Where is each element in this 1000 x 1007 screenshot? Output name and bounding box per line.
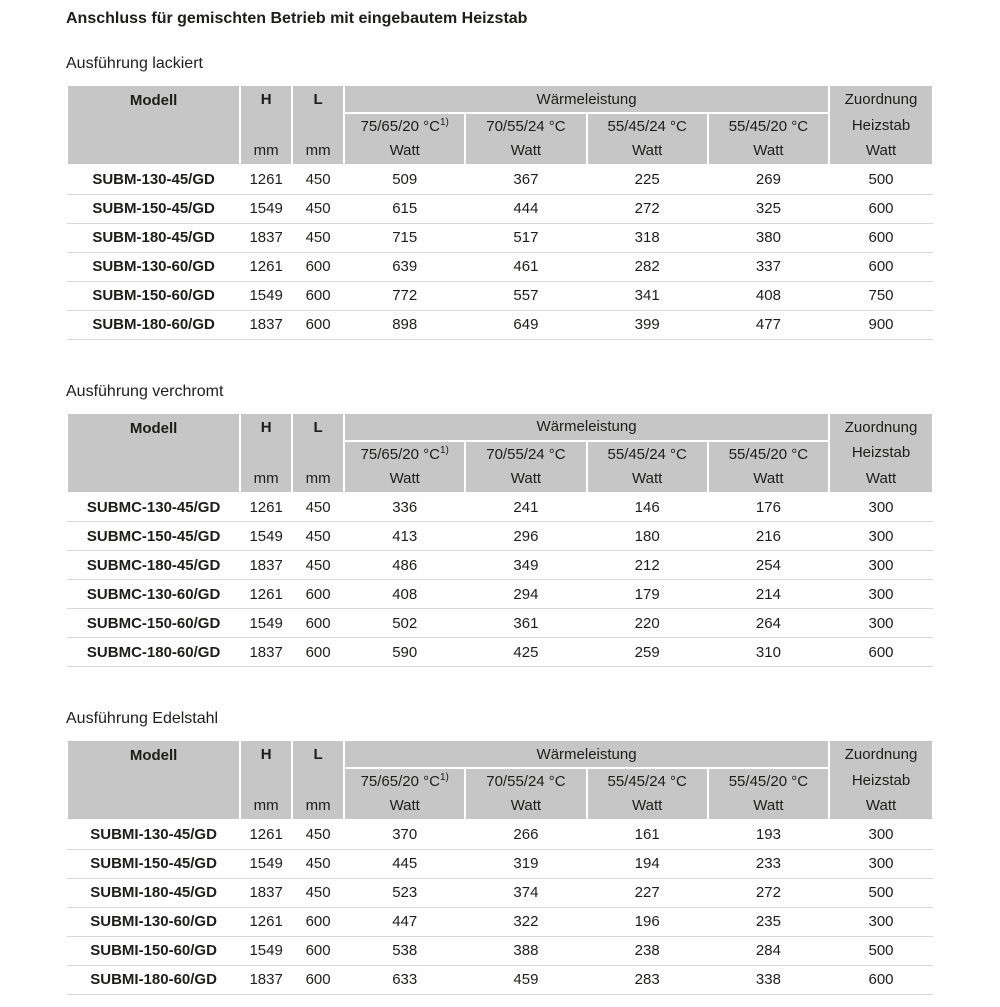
value-cell: 235 [708,907,829,936]
model-cell: SUBMC-180-60/GD [67,638,240,667]
header-l-unit: mm [305,797,331,814]
value-cell: 300 [829,493,933,522]
value-cell: 193 [708,820,829,849]
value-cell: 336 [344,493,465,522]
temp-unit: Watt [753,469,784,487]
table-row [67,580,933,609]
value-cell: 408 [344,580,465,609]
value-cell: 445 [344,849,465,878]
value-cell: 300 [829,907,933,936]
header-temp-75-65-20 [344,113,465,165]
value-cell: 227 [587,878,708,907]
header-l-label: L [313,418,323,436]
model-cell: SUBM-180-60/GD [67,310,240,339]
section-title-lackiert: Ausführung lackiert [66,55,203,72]
table-header [67,85,933,165]
header-temp-70-55-24 [465,441,586,493]
model-cell: SUBM-150-45/GD [67,194,240,223]
value-cell: 1549 [240,522,292,551]
value-cell: 639 [344,252,465,281]
temp-label: 55/45/24 °C [607,118,687,135]
model-cell: SUBM-150-60/GD [67,281,240,310]
header-temp-55-45-20 [708,441,829,493]
value-cell: 1837 [240,965,292,994]
value-cell: 374 [465,878,586,907]
temp-label: 55/45/20 °C [728,773,809,790]
value-cell: 300 [829,551,933,580]
model-cell: SUBMC-150-45/GD [67,522,240,551]
value-cell: 557 [465,281,586,310]
value-cell: 310 [708,638,829,667]
header-l-label: L [313,746,323,763]
value-cell: 1261 [240,493,292,522]
value-cell: 300 [829,522,933,551]
value-cell: 450 [292,878,344,907]
header-zuordnung [829,85,933,165]
header-zuordnung [829,413,933,493]
temp-label: 75/65/20 °C [360,118,440,135]
temp-unit: Watt [632,142,663,159]
table-row [67,252,933,281]
value-cell: 500 [829,936,933,965]
footnote-marker: 1) [439,117,449,128]
table-row [67,609,933,638]
header-temp-75-65-20 [344,441,465,493]
value-cell: 425 [465,638,586,667]
table-body [67,165,933,339]
value-cell: 600 [829,223,933,252]
header-modell: Modell [67,85,240,165]
section-title-verchromt: Ausführung verchromt [66,382,224,400]
value-cell: 1261 [240,820,292,849]
value-cell: 1837 [240,310,292,339]
header-temp-55-45-20 [708,768,829,820]
value-cell: 413 [344,522,465,551]
value-cell: 318 [587,223,708,252]
section-verchromt [66,383,934,668]
value-cell: 1261 [240,165,292,194]
value-cell: 1837 [240,638,292,667]
table-row [67,281,933,310]
table-row [67,849,933,878]
table-row [67,965,933,994]
temp-unit: Watt [389,469,420,487]
value-cell: 486 [344,551,465,580]
page-title: Anschluss für gemischten Betrieb mit eingebautem Heizstab [66,10,528,27]
temp-label: 75/65/20 °C [360,773,440,790]
value-cell: 590 [344,638,465,667]
value-cell: 600 [292,936,344,965]
temp-unit: Watt [632,797,663,814]
header-zuordnung-line2: Heizstab [851,771,911,789]
value-cell: 367 [465,165,586,194]
value-cell: 450 [292,165,344,194]
spec-table-lackiert [66,84,934,340]
temp-label: 75/65/20 °C [360,445,440,463]
section-edelstahl [66,710,934,995]
header-temp-70-55-24 [465,768,586,820]
header-h [240,413,292,493]
table-row [67,165,933,194]
header-temp-55-45-20 [708,113,829,165]
value-cell: 898 [344,310,465,339]
temp-label: 55/45/20 °C [728,445,809,463]
value-cell: 600 [292,609,344,638]
value-cell: 266 [465,820,586,849]
header-zuordnung [829,740,933,820]
value-cell: 600 [292,310,344,339]
temp-label: 55/45/24 °C [607,773,687,790]
table-header [67,413,933,493]
value-cell: 477 [708,310,829,339]
temp-label: 70/55/24 °C [486,773,566,790]
spec-table-verchromt [66,412,934,668]
value-cell: 1837 [240,551,292,580]
header-zuordnung-line3: Watt [865,797,897,814]
model-cell: SUBM-130-60/GD [67,252,240,281]
value-cell: 538 [344,936,465,965]
value-cell: 444 [465,194,586,223]
value-cell: 450 [292,551,344,580]
header-temp-55-45-24 [587,441,708,493]
value-cell: 750 [829,281,933,310]
table-row [67,493,933,522]
header-l-label: L [313,91,323,108]
temp-label: 55/45/24 °C [607,445,687,463]
value-cell: 600 [292,281,344,310]
value-cell: 370 [344,820,465,849]
value-cell: 272 [587,194,708,223]
value-cell: 450 [292,194,344,223]
value-cell: 509 [344,165,465,194]
value-cell: 461 [465,252,586,281]
temp-unit: Watt [389,142,420,159]
header-modell: Modell [67,413,240,493]
value-cell: 264 [708,609,829,638]
value-cell: 322 [465,907,586,936]
table-body [67,493,933,667]
header-temp-70-55-24 [465,113,586,165]
value-cell: 633 [344,965,465,994]
model-cell: SUBMC-130-45/GD [67,493,240,522]
value-cell: 259 [587,638,708,667]
footnote-marker: 1) [439,444,449,456]
temp-label: 55/45/20 °C [728,118,809,135]
value-cell: 600 [829,194,933,223]
header-temp-55-45-24 [587,768,708,820]
temp-unit: Watt [632,469,663,487]
table-row [67,522,933,551]
model-cell: SUBMI-150-60/GD [67,936,240,965]
section-lackiert [66,55,934,340]
value-cell: 300 [829,580,933,609]
value-cell: 600 [292,252,344,281]
header-zuordnung-line2: Heizstab [851,444,911,461]
header-h-unit: mm [253,142,279,159]
temp-unit: Watt [510,797,542,814]
value-cell: 349 [465,551,586,580]
value-cell: 161 [587,820,708,849]
value-cell: 408 [708,281,829,310]
value-cell: 380 [708,223,829,252]
header-l [292,85,344,165]
value-cell: 361 [465,609,586,638]
value-cell: 450 [292,493,344,522]
table-row [67,936,933,965]
header-row-top [67,85,933,113]
value-cell: 241 [465,493,586,522]
header-h-label: H [260,746,272,763]
header-l [292,413,344,493]
value-cell: 523 [344,878,465,907]
value-cell: 179 [587,580,708,609]
value-cell: 772 [344,281,465,310]
value-cell: 500 [829,165,933,194]
value-cell: 450 [292,522,344,551]
value-cell: 283 [587,965,708,994]
value-cell: 615 [344,194,465,223]
value-cell: 600 [292,580,344,609]
table-row [67,194,933,223]
value-cell: 600 [829,638,933,667]
table-row [67,551,933,580]
value-cell: 338 [708,965,829,994]
value-cell: 900 [829,310,933,339]
value-cell: 325 [708,194,829,223]
value-cell: 319 [465,849,586,878]
value-cell: 600 [829,252,933,281]
value-cell: 284 [708,936,829,965]
temp-label: 70/55/24 °C [486,118,566,135]
table-row [67,820,933,849]
value-cell: 388 [465,936,586,965]
value-cell: 238 [587,936,708,965]
header-l [292,740,344,820]
value-cell: 216 [708,522,829,551]
temp-unit: Watt [753,797,784,814]
value-cell: 600 [292,638,344,667]
header-zuordnung-line2: Heizstab [851,116,911,134]
value-cell: 296 [465,522,586,551]
value-cell: 196 [587,907,708,936]
header-h-label: H [260,418,272,436]
temp-label: 70/55/24 °C [486,445,566,463]
value-cell: 282 [587,252,708,281]
header-waermeleistung: Wärmeleistung [344,85,829,113]
value-cell: 1837 [240,878,292,907]
value-cell: 1549 [240,609,292,638]
model-cell: SUBMI-180-60/GD [67,965,240,994]
value-cell: 180 [587,522,708,551]
value-cell: 254 [708,551,829,580]
temp-unit: Watt [510,142,542,159]
table-row [67,223,933,252]
value-cell: 300 [829,609,933,638]
value-cell: 212 [587,551,708,580]
value-cell: 500 [829,878,933,907]
value-cell: 146 [587,493,708,522]
temp-unit: Watt [389,797,420,814]
value-cell: 300 [829,820,933,849]
value-cell: 450 [292,820,344,849]
value-cell: 450 [292,223,344,252]
header-h-unit: mm [253,469,279,487]
model-cell: SUBMI-180-45/GD [67,878,240,907]
value-cell: 600 [292,907,344,936]
header-h-label: H [260,91,272,108]
value-cell: 1261 [240,580,292,609]
model-cell: SUBMC-150-60/GD [67,609,240,638]
table-header [67,740,933,820]
header-zuordnung-line3: Watt [865,469,897,487]
header-waermeleistung: Wärmeleistung [344,740,829,768]
header-zuordnung-line1: Zuordnung [844,91,918,108]
header-h [240,85,292,165]
model-cell: SUBMC-180-45/GD [67,551,240,580]
header-l-unit: mm [305,469,331,487]
header-modell: Modell [67,740,240,820]
model-cell: SUBMI-150-45/GD [67,849,240,878]
header-h-unit: mm [253,797,279,814]
value-cell: 294 [465,580,586,609]
footnote-marker: 1) [439,772,449,783]
header-temp-75-65-20 [344,768,465,820]
model-cell: SUBMI-130-45/GD [67,820,240,849]
value-cell: 399 [587,310,708,339]
value-cell: 214 [708,580,829,609]
value-cell: 1261 [240,907,292,936]
value-cell: 220 [587,609,708,638]
value-cell: 502 [344,609,465,638]
table-row [67,310,933,339]
table-row [67,878,933,907]
header-zuordnung-line1: Zuordnung [844,746,918,763]
header-temp-55-45-24 [587,113,708,165]
value-cell: 233 [708,849,829,878]
value-cell: 1261 [240,252,292,281]
value-cell: 194 [587,849,708,878]
value-cell: 272 [708,878,829,907]
header-waermeleistung: Wärmeleistung [344,413,829,441]
model-cell: SUBMI-130-60/GD [67,907,240,936]
value-cell: 1837 [240,223,292,252]
value-cell: 1549 [240,936,292,965]
value-cell: 715 [344,223,465,252]
value-cell: 600 [292,965,344,994]
spec-table-edelstahl [66,739,934,995]
header-zuordnung-line3: Watt [865,142,897,159]
temp-unit: Watt [753,142,784,159]
value-cell: 450 [292,849,344,878]
value-cell: 649 [465,310,586,339]
header-row-top [67,740,933,768]
table-body [67,820,933,994]
model-cell: SUBM-180-45/GD [67,223,240,252]
value-cell: 459 [465,965,586,994]
header-zuordnung-line1: Zuordnung [844,418,918,436]
section-title-edelstahl: Ausführung Edelstahl [66,710,219,727]
header-h [240,740,292,820]
value-cell: 600 [829,965,933,994]
value-cell: 269 [708,165,829,194]
model-cell: SUBMC-130-60/GD [67,580,240,609]
value-cell: 341 [587,281,708,310]
value-cell: 517 [465,223,586,252]
table-row [67,638,933,667]
value-cell: 225 [587,165,708,194]
header-l-unit: mm [305,142,331,159]
value-cell: 1549 [240,281,292,310]
temp-unit: Watt [510,469,542,487]
value-cell: 447 [344,907,465,936]
value-cell: 300 [829,849,933,878]
value-cell: 1549 [240,849,292,878]
value-cell: 176 [708,493,829,522]
table-row [67,907,933,936]
header-row-top [67,413,933,441]
value-cell: 337 [708,252,829,281]
model-cell: SUBM-130-45/GD [67,165,240,194]
value-cell: 1549 [240,194,292,223]
